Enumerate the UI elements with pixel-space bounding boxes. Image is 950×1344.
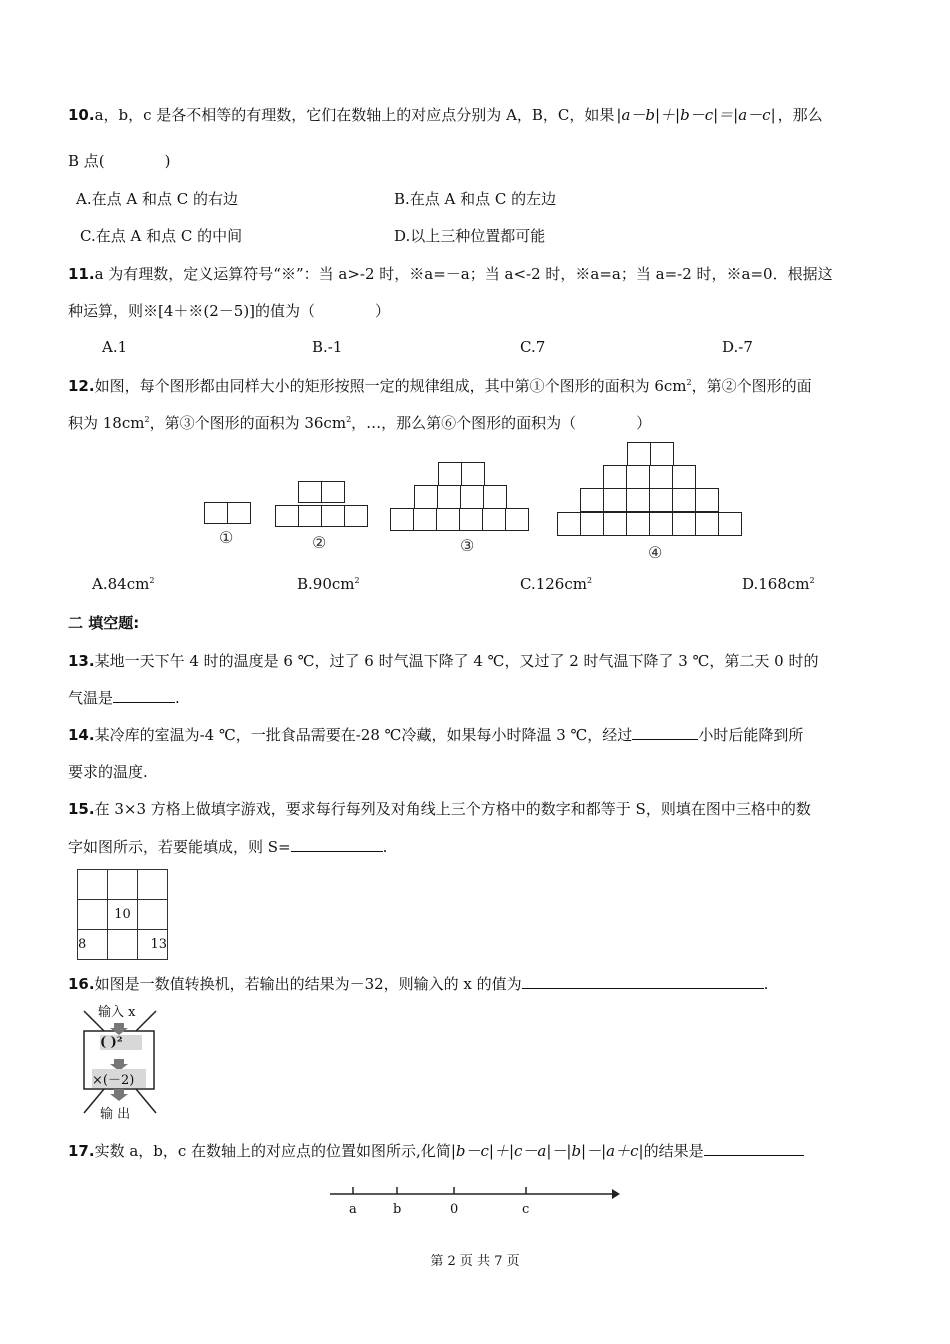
figure-1-label: ① (219, 528, 234, 547)
q11-option-a: A.1 (102, 338, 128, 356)
grid-cell (138, 870, 168, 900)
q16-line1: 16.如图是一数值转换机，若输出的结果为－32，则输入的 x 的值为 . (68, 975, 769, 993)
q15-line1: 15.在 3×3 方格上做填字游戏，要求每行每列及对角线上三个方格中的数字和都等于 S，则填在图中三格中的数 (68, 800, 811, 818)
grid-cell (108, 870, 138, 900)
grid-cell: 8 (78, 930, 108, 960)
grid-cell: 13 (138, 930, 168, 960)
q17-line1: 17.实数 a，b，c 在数轴上的对应点的位置如图所示,化简|b－c|＋|c－a|－|b|－|a＋c|的结果是 (68, 1140, 804, 1161)
q17-formula: |b－c|＋|c－a|－|b|－|a＋c| (450, 1142, 644, 1160)
grid-cell (108, 930, 138, 960)
axis-label-a: a (349, 1202, 357, 1217)
q10-option-c: C.在点 A 和点 C 的中间 (80, 227, 243, 245)
q12-option-b: $B.90cm^2$ (297, 575, 360, 593)
grid-cell: 10 (108, 900, 138, 930)
grid-cell (78, 870, 108, 900)
page-footer: 第 2 页 共 7 页 (430, 1254, 520, 1269)
q14-line2: 要求的温度. (68, 763, 148, 781)
q12-line1: 12.如图，每个图形都由同样大小的矩形按照一定的规律组成，其中第①个图形的面积为 $6cm^2$，第②个图形的面 (68, 377, 812, 395)
q10-option-a: A.在点 A 和点 C 的右边 (76, 190, 238, 208)
q15-answer-blank[interactable] (291, 837, 383, 852)
q16-answer-blank[interactable] (522, 974, 764, 989)
conversion-machine (80, 1003, 160, 1121)
figure-3-label: ③ (460, 536, 475, 555)
q14-line1: 14.某冷库的室温为-4 ℃，一批食品需要在-28 ℃冷藏，如果每小时降温 3 ℃，经过 小时后能降到所 (68, 726, 804, 744)
q11-line2: 种运算，则※[4＋※(2－5)]的值为（ ） (68, 302, 391, 320)
q10-tail: ，那么 (777, 106, 823, 124)
axis-label-c: c (522, 1202, 530, 1217)
q11-option-b: B.-1 (312, 338, 343, 356)
machine-input-label: 输入 x (98, 1005, 136, 1020)
q10-option-b: B.在点 A 和点 C 的左边 (394, 190, 557, 208)
q12-option-a: $A.84cm^2$ (92, 575, 155, 593)
number-line (330, 1184, 622, 1220)
q10-option-d: D.以上三种位置都可能 (394, 227, 546, 245)
figure-2-label: ② (312, 533, 327, 552)
q12-text: 如图，每个图形都由同样大小的矩形按照一定的规律组成，其中第①个图形的面积为 6cm (94, 377, 687, 395)
q12-option-c: $C.126cm^2$ (520, 575, 593, 593)
q12-number: 12. (68, 377, 95, 395)
q11-line1 (68, 263, 833, 284)
q11-number: 11. (68, 265, 95, 283)
q15-line2: 字如图所示，若要能填成，则 S= . (68, 838, 388, 856)
q14-answer-blank[interactable] (632, 725, 698, 740)
q12-line2: 积为 $18cm^2$，第③个图形的面积为 $36cm^2$，…，那么第⑥个图形的面积为（ ） (68, 414, 652, 432)
q13-answer-blank[interactable] (113, 688, 175, 703)
q10-line1 (68, 104, 823, 125)
q13-line1: 13.某地一天下午 4 时的温度是 6 ℃，过了 6 时气温下降了 4 ℃，又过了 2 时气温下降了 3 ℃，第二天 0 时的 (68, 652, 819, 670)
q11-option-d: D.-7 (722, 338, 753, 356)
q10-text: a，b，c 是各不相等的有理数，它们在数轴上的对应点分别为 A，B，C，如果 (94, 106, 615, 124)
q12-option-d: $D.168cm^2$ (742, 575, 815, 593)
machine-square-step: ( )² (100, 1035, 142, 1050)
axis-label-0: 0 (450, 1202, 459, 1217)
q10-formula: |a－b|＋|b－c|＝|a－c| (616, 106, 776, 124)
q10-number: 10. (68, 106, 95, 124)
section-title: 二 填空题: (68, 614, 140, 632)
q11-text: a 为有理数，定义运算符号“※”：当 a>-2 时，※a=－a；当 a<-2 时，※a=a；当 a=-2 时，※a=0．根据这 (94, 265, 833, 283)
magic-square-grid (77, 869, 168, 960)
grid-cell (78, 900, 108, 930)
q12-text-b: ，第②个图形的面 (691, 377, 812, 395)
grid-cell (138, 900, 168, 930)
q13-line2: 气温是 . (68, 689, 180, 707)
machine-output-label: 输 出 (100, 1107, 131, 1122)
q11-option-c: C.7 (520, 338, 546, 356)
figure-4-label: ④ (648, 543, 663, 562)
q17-answer-blank[interactable] (704, 1141, 804, 1156)
machine-multiply-step: ×(－2) (92, 1069, 146, 1088)
q10-line2: B 点( ) (68, 152, 171, 170)
axis-label-b: b (393, 1202, 402, 1217)
